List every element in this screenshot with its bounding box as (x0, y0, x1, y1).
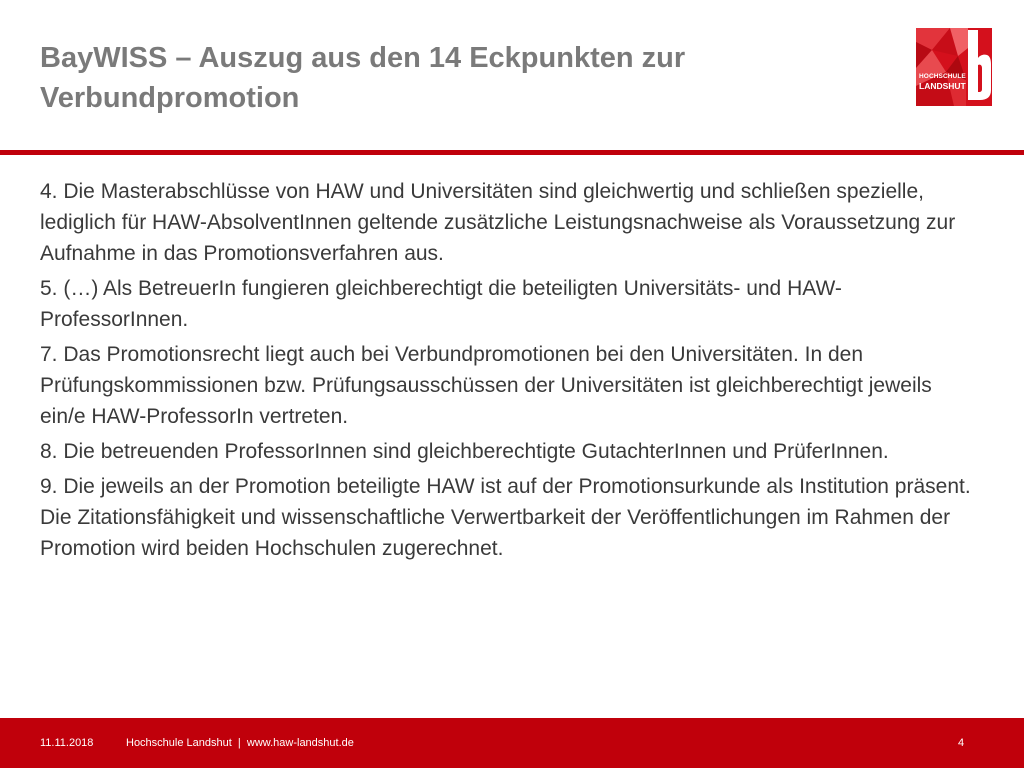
eckpunkt-5: 5. (…) Als BetreuerIn fungieren gleichberechtigt die beteiligten Universitäts- und HAW-ProfessorInnen. (40, 277, 842, 331)
header-divider (0, 150, 1024, 155)
logo-icon (916, 28, 992, 106)
slide-body (40, 176, 980, 568)
logo-line-hochschule: HOCHSCHULE (919, 73, 966, 80)
page-number: 4 (958, 737, 965, 749)
slide-footer (0, 718, 1024, 768)
slide-title: BayWISS – Auszug aus den 14 Eckpunkten zur Verbundpromotion (40, 42, 686, 114)
footer-organization: Hochschule Landshut | www.haw-landshut.de (126, 737, 354, 749)
slide-header (0, 0, 1024, 150)
logo-line-landshut: LANDSHUT (919, 80, 966, 91)
eckpunkt-4: 4. Die Masterabschlüsse von HAW und Universitäten sind gleichwertig und schließen spezielle, lediglich für HAW-AbsolventInnen geltende zusätzliche Leistungsnachweise als Voraussetzung zur Aufnahme in das Promotionsverfahren aus. (40, 180, 956, 265)
hochschule-landshut-logo (916, 28, 992, 106)
footer-date: 11.11.2018 (40, 737, 94, 749)
logo-text (919, 74, 966, 90)
eckpunkt-7: 7. Das Promotionsrecht liegt auch bei Verbundpromotionen bei den Universitäten. In den Prüfungskommissionen bzw. Prüfungsausschüssen der Universitäten ist gleichberechtigt jeweils ein/e HAW-ProfessorIn vertreten. (40, 343, 932, 428)
eckpunkt-9: 9. Die jeweils an der Promotion beteiligte HAW ist auf der Promotionsurkunde als Institution präsent. Die Zitationsfähigkeit und wissenschaftliche Verwertbarkeit der Veröffentlichungen im Rahmen der Promotion wird beiden Hochschulen zugerechnet. (40, 475, 971, 560)
eckpunkt-8: 8. Die betreuenden ProfessorInnen sind gleichberechtigte GutachterInnen und PrüferInnen. (40, 440, 889, 463)
